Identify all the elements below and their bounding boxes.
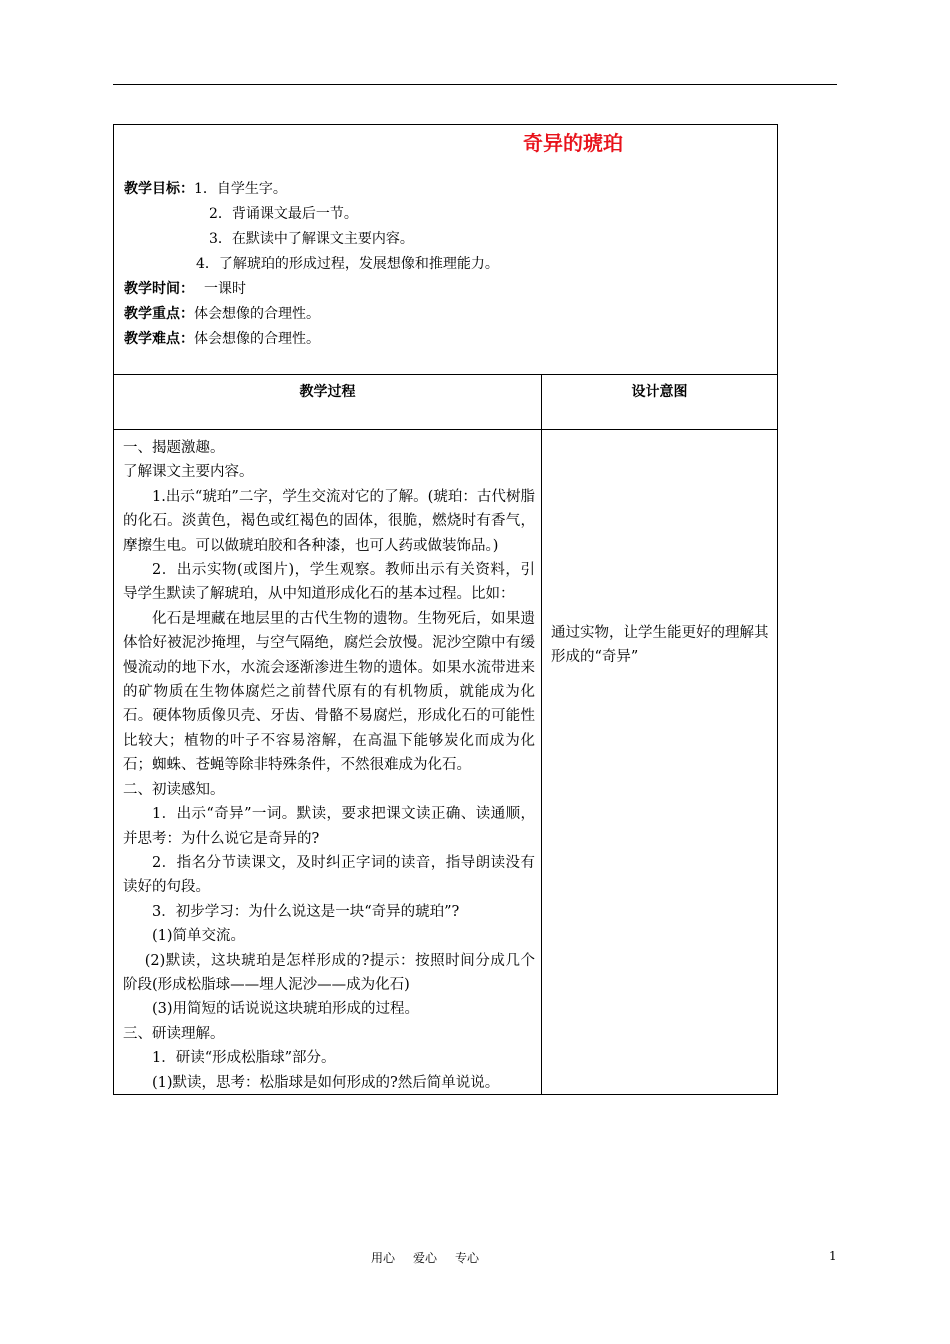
paragraph: (1)简单交流。 [152, 928, 246, 945]
intent-text: 通过实物，让学生能更好的理解其形成的“奇异” [551, 625, 769, 666]
content-row [114, 430, 777, 1094]
intent-column-header: 设计意图 [542, 375, 777, 430]
header-rule [113, 84, 837, 85]
difficulty-label: 教学难点： [124, 331, 194, 347]
time-label: 教学时间： [124, 281, 194, 297]
paragraph: 了解课文主要内容。 [123, 464, 254, 481]
goal-label: 教学目标： [124, 181, 194, 197]
paragraph: (3)用简短的话说说这块琥珀形成的过程。 [152, 1001, 420, 1018]
difficulty-text: 体会想像的合理性。 [194, 331, 320, 347]
page-number: 1 [829, 1249, 837, 1263]
focus-label: 教学重点： [124, 306, 194, 322]
footer-word: 爱心 [413, 1251, 438, 1265]
footer-word: 用心 [371, 1251, 396, 1265]
goal-text: 3．在默读中了解课文主要内容。 [209, 231, 414, 247]
focus-text: 体会想像的合理性。 [194, 306, 320, 322]
section-heading: 三、研读理解。 [123, 1025, 225, 1042]
goal-row-4 [124, 252, 499, 277]
paragraph: 2．指名分节读课文，及时纠正字词的读音，指导朗读没有读好的句段。 [123, 854, 535, 896]
column-headers [114, 375, 777, 430]
paragraph: 1．出示“奇异”一词。默读，要求把课文读正确、读通顺，并思考：为什么说它是奇异的? [123, 806, 535, 847]
paragraph: 3．初步学习：为什么说这是一块“奇异的琥珀”? [152, 903, 460, 920]
footer-slogan [371, 1249, 497, 1266]
design-intent [542, 430, 777, 1094]
paragraph: 2．出示实物(或图片)，学生观察。教师出示有关资料，引导学生默读了解琥珀，从中知道形成化石的基本过程。比如： [123, 562, 535, 603]
lesson-header [114, 125, 777, 375]
goal-text: 4．了解琥珀的形成过程，发展想像和推理能力。 [196, 256, 499, 272]
goal-row-3 [124, 227, 499, 252]
goal-text: 1．自学生字。 [194, 181, 287, 197]
section-heading: 二、初读感知。 [123, 781, 225, 798]
paragraph: 1.出示“琥珀”二字，学生交流对它的了解。(琥珀：古代树脂的化石。淡黄色，褐色或红褐色的固体，很脆，燃烧时有香气，摩擦生电。可以做琥珀胶和各种漆，也可人药或做装饰品。) [123, 488, 535, 554]
process-column-header: 教学过程 [114, 375, 542, 430]
lesson-meta [124, 177, 499, 352]
lesson-plan-table [113, 124, 778, 1095]
teaching-process [114, 430, 542, 1094]
paragraph: 1．研读“形成松脂球”部分。 [152, 1050, 336, 1067]
goal-text: 2．背诵课文最后一节。 [209, 206, 358, 222]
lesson-title: 奇异的琥珀 [523, 131, 623, 155]
paragraph: 化石是埋藏在地层里的古代生物的遗物。生物死后，如果遗体恰好被泥沙掩埋，与空气隔绝，腐烂会放慢。泥沙空隙中有缓慢流动的地下水，水流会逐渐渗进生物的遗体。如果水流带进来的矿物质在生物体腐烂之前替代原有的有机物质，就能成为化石。硬体物质像贝壳、牙齿、骨骼不易腐烂，形成化石的可能性比较大；植物的叶子不容易溶解，在高温下能够炭化而成为化石；蜘蛛、苍蝇等除非特殊条件，不然很难成为化石。 [123, 610, 535, 774]
footer-word: 专心 [455, 1251, 480, 1265]
section-heading: 一、揭题激趣。 [123, 440, 225, 456]
goal-row-1 [124, 177, 499, 202]
focus-row [124, 302, 499, 327]
goal-row-2 [124, 202, 499, 227]
paragraph: (1)默读，思考：松脂球是如何形成的?然后简单说说。 [152, 1074, 500, 1091]
paragraph: (2)默读，这块琥珀是怎样形成的?提示：按照时间分成几个阶段(形成松脂球——埋人泥沙——成为化石) [123, 952, 535, 993]
time-row [124, 277, 499, 302]
difficulty-row [124, 327, 499, 352]
time-text: 一课时 [204, 281, 246, 297]
